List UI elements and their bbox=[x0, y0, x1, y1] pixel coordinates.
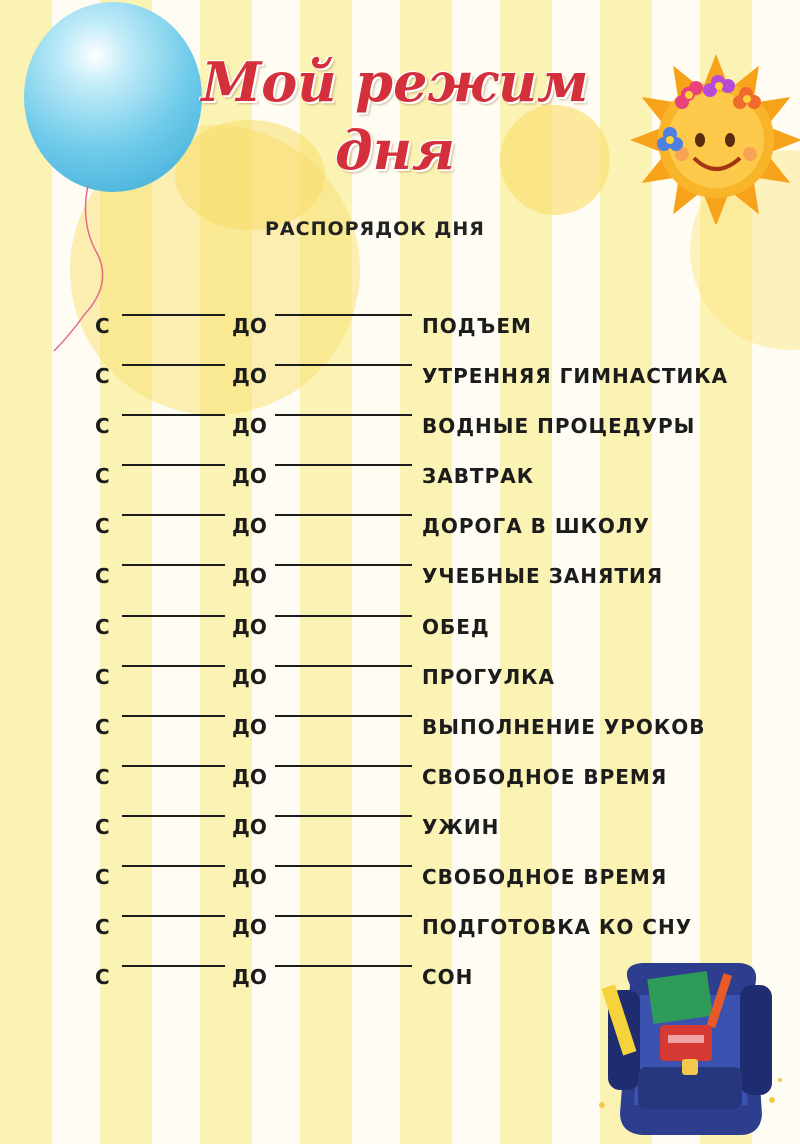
to-label: ДО bbox=[232, 314, 267, 338]
schedule-row bbox=[95, 314, 775, 364]
from-label: С bbox=[95, 614, 110, 639]
schedule-row bbox=[95, 815, 775, 865]
end-time-blank bbox=[275, 915, 412, 917]
from-label: С bbox=[95, 414, 110, 439]
activity-label: УЧЕБНЫЕ ЗАНЯТИЯ bbox=[422, 564, 664, 589]
start-time-blank bbox=[122, 615, 225, 617]
to-label: ДО bbox=[232, 364, 267, 389]
to-label: ДО bbox=[232, 814, 267, 839]
activity-label: УЖИН bbox=[422, 814, 500, 839]
end-time-blank bbox=[275, 414, 412, 416]
activity-label: СВОБОДНОЕ ВРЕМЯ bbox=[422, 764, 668, 789]
activity-label: ОБЕД bbox=[422, 614, 490, 639]
end-time-blank bbox=[275, 765, 412, 767]
from-label: С bbox=[95, 464, 110, 489]
from-label: С bbox=[95, 564, 110, 589]
start-time-blank bbox=[122, 915, 225, 917]
from-label: С bbox=[95, 364, 110, 389]
end-time-blank bbox=[275, 665, 412, 667]
end-time-blank bbox=[275, 464, 412, 466]
start-time-blank bbox=[122, 564, 225, 566]
activity-label: ВЫПОЛНЕНИЕ УРОКОВ bbox=[422, 714, 706, 739]
start-time-blank bbox=[122, 965, 225, 967]
to-label: ДО bbox=[232, 514, 267, 539]
from-label: С bbox=[95, 865, 110, 890]
end-time-blank bbox=[275, 564, 412, 566]
subtitle: РАСПОРЯДОК ДНЯ bbox=[265, 218, 485, 240]
start-time-blank bbox=[122, 514, 225, 516]
page-title-continued: дня bbox=[335, 118, 455, 182]
end-time-blank bbox=[275, 715, 412, 717]
to-label: ДО bbox=[232, 564, 267, 589]
to-label: ДО bbox=[232, 915, 267, 940]
from-label: С bbox=[95, 714, 110, 739]
schedule-row bbox=[95, 965, 775, 1015]
end-time-blank bbox=[275, 965, 412, 967]
activity-label: ЗАВТРАК bbox=[422, 464, 535, 489]
from-label: С bbox=[95, 664, 110, 689]
to-label: ДО bbox=[232, 714, 267, 739]
activity-label: СВОБОДНОЕ ВРЕМЯ bbox=[422, 865, 668, 890]
from-label: С bbox=[95, 814, 110, 839]
start-time-blank bbox=[122, 665, 225, 667]
end-time-blank bbox=[275, 364, 412, 366]
start-time-blank bbox=[122, 815, 225, 817]
page-title: Мой режим bbox=[201, 50, 589, 114]
schedule-row bbox=[95, 615, 775, 665]
schedule-list bbox=[95, 314, 775, 1015]
balloon-illustration bbox=[24, 2, 202, 192]
sun-with-flowers-illustration bbox=[628, 52, 800, 224]
schedule-row bbox=[95, 364, 775, 414]
activity-label: ПРОГУЛКА bbox=[422, 664, 555, 689]
to-label: ДО bbox=[232, 664, 267, 689]
schedule-row bbox=[95, 514, 775, 564]
activity-label: ПОДГОТОВКА КО СНУ bbox=[422, 915, 693, 940]
activity-label: УТРЕННЯЯ ГИМНАСТИКА bbox=[422, 364, 729, 389]
from-label: С bbox=[95, 915, 110, 940]
schedule-row bbox=[95, 865, 775, 915]
schedule-row bbox=[95, 564, 775, 614]
activity-label: ПОДЪЕМ bbox=[422, 314, 532, 338]
activity-label: ДОРОГА В ШКОЛУ bbox=[422, 514, 650, 539]
schedule-row bbox=[95, 765, 775, 815]
start-time-blank bbox=[122, 464, 225, 466]
schedule-row bbox=[95, 414, 775, 464]
from-label: С bbox=[95, 314, 110, 338]
start-time-blank bbox=[122, 364, 225, 366]
start-time-blank bbox=[122, 314, 225, 316]
start-time-blank bbox=[122, 414, 225, 416]
start-time-blank bbox=[122, 765, 225, 767]
end-time-blank bbox=[275, 514, 412, 516]
to-label: ДО bbox=[232, 464, 267, 489]
schedule-row bbox=[95, 464, 775, 514]
to-label: ДО bbox=[232, 614, 267, 639]
to-label: ДО bbox=[232, 965, 267, 990]
end-time-blank bbox=[275, 815, 412, 817]
end-time-blank bbox=[275, 865, 412, 867]
to-label: ДО bbox=[232, 764, 267, 789]
from-label: С bbox=[95, 514, 110, 539]
from-label: С bbox=[95, 764, 110, 789]
start-time-blank bbox=[122, 865, 225, 867]
to-label: ДО bbox=[232, 865, 267, 890]
to-label: ДО bbox=[232, 414, 267, 439]
schedule-row bbox=[95, 715, 775, 765]
activity-label: ВОДНЫЕ ПРОЦЕДУРЫ bbox=[422, 414, 696, 439]
schedule-row bbox=[95, 665, 775, 715]
end-time-blank bbox=[275, 615, 412, 617]
schedule-row bbox=[95, 915, 775, 965]
activity-label: СОН bbox=[422, 965, 474, 990]
start-time-blank bbox=[122, 715, 225, 717]
from-label: С bbox=[95, 965, 110, 990]
end-time-blank bbox=[275, 314, 412, 316]
